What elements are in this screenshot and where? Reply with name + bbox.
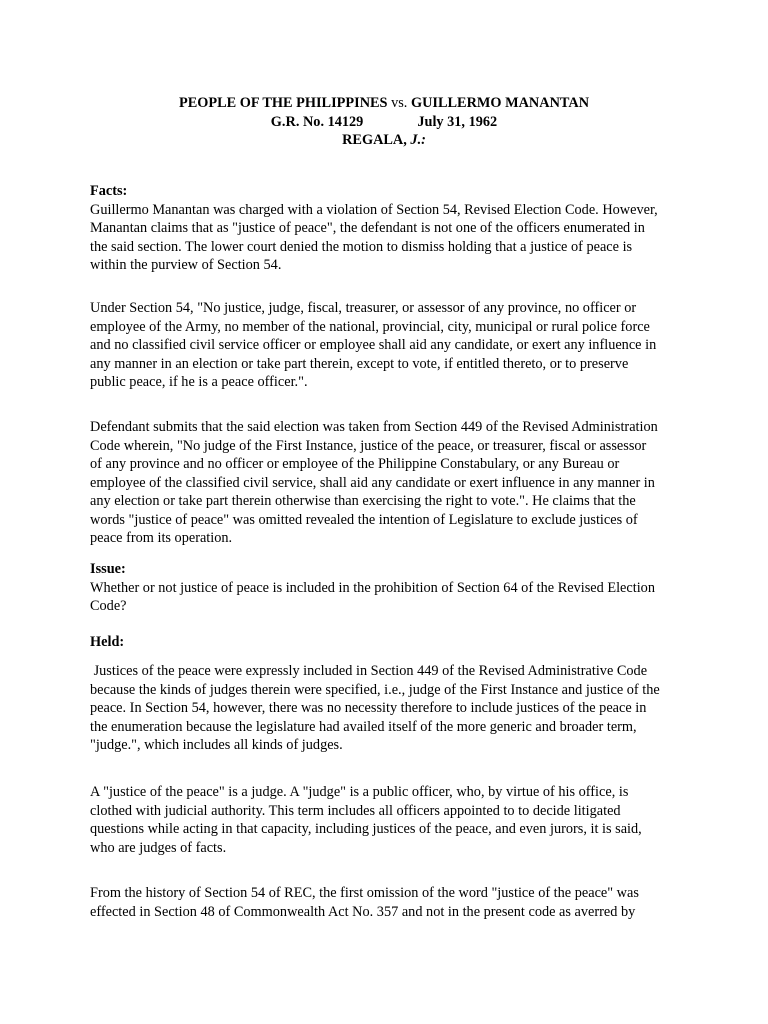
defendant-text: Defendant submits that the said election was taken from Section 449 of the Revised Administration Code wherein, "No judge of the First Instance, justice of the peace, or treasurer, fiscal or assessor of any province and no officer or employee of the Philippine Constabulary, or any Bureau or employee of the classified civil service, shall aid any candidate or exert influence in any manner in any election or take part therein otherwise than exercising the right to vote.". He claims that the words "justice of peace" was omitted revealed the intention of Legislature to exclude justices of peace from its operation. (90, 419, 658, 546)
held-text-2: A "justice of the peace" is a judge. A "judge" is a public officer, who, by virtue of his office, is clothed with judicial authority. This term includes all officers appointed to to decide litigated questions while acting in that capacity, including justices of the peace, and even jurors, it is said, who are judges of facts. (90, 784, 642, 856)
case-title-vs: vs. (391, 95, 408, 111)
defendant-paragraph (90, 418, 660, 548)
held-paragraph-3 (90, 884, 660, 921)
held-text-1: Justices of the peace were expressly included in Section 449 of the Revised Administrative Code because the kinds of judges therein were specified, i.e., judge of the First Instance and justice of the peace. In Section 54, however, there was no necessity therefore to include justices of the peace in the enumeration because the legislature had availed itself of the more generic and broader term, "judge.", which includes all kinds of judges. (90, 663, 664, 753)
facts-text: Guillermo Manantan was charged with a violation of Section 54, Revised Election Code. However, Manantan claims that as "justice of peace", the defendant is not one of the officers enumerated in the said section. The lower court denied the motion to dismiss holding that a justice of peace is within the purview of Section 54. (90, 201, 658, 273)
case-citation (0, 113, 768, 132)
facts-heading: Facts: (90, 183, 128, 199)
held-paragraph-1 (90, 662, 664, 755)
ponente-suffix: J.: (410, 132, 426, 148)
held-heading: Held: (90, 634, 125, 650)
issue-text: Whether or not justice of peace is included in the prohibition of Section 64 of the Revised Election Code? (90, 579, 655, 614)
case-header (0, 94, 768, 150)
case-title-party-b: GUILLERMO MANANTAN (410, 95, 590, 111)
facts-section (90, 182, 660, 275)
held-text-3: From the history of Section 54 of REC, the first omission of the word "justice of the peace" was effected in Section 48 of Commonwealth Act No. 357 and not in the present code as averred by (90, 885, 639, 920)
held-section (90, 633, 660, 652)
issue-section (90, 560, 660, 616)
case-title (0, 94, 768, 113)
case-title-party-a: PEOPLE OF THE PHILIPPINES (178, 95, 388, 111)
gr-number: G.R. No. 14129 (270, 113, 364, 130)
ponente-name: REGALA, (342, 132, 407, 148)
held-paragraph-2 (90, 783, 660, 857)
decision-date: July 31, 1962 (417, 113, 498, 130)
section54-paragraph (90, 299, 660, 392)
ponente (0, 131, 768, 150)
issue-heading: Issue: (90, 561, 126, 577)
section54-text: Under Section 54, "No justice, judge, fiscal, treasurer, or assessor of any province, no officer or employee of the Army, no member of the national, provincial, city, municipal or rural police force and no classified civil service officer or employee shall aid any candidate, or exert any influence in any manner in an election or take part therein, except to vote, if entitled thereto, or to preserve public peace, if he is a peace officer.". (90, 300, 657, 390)
